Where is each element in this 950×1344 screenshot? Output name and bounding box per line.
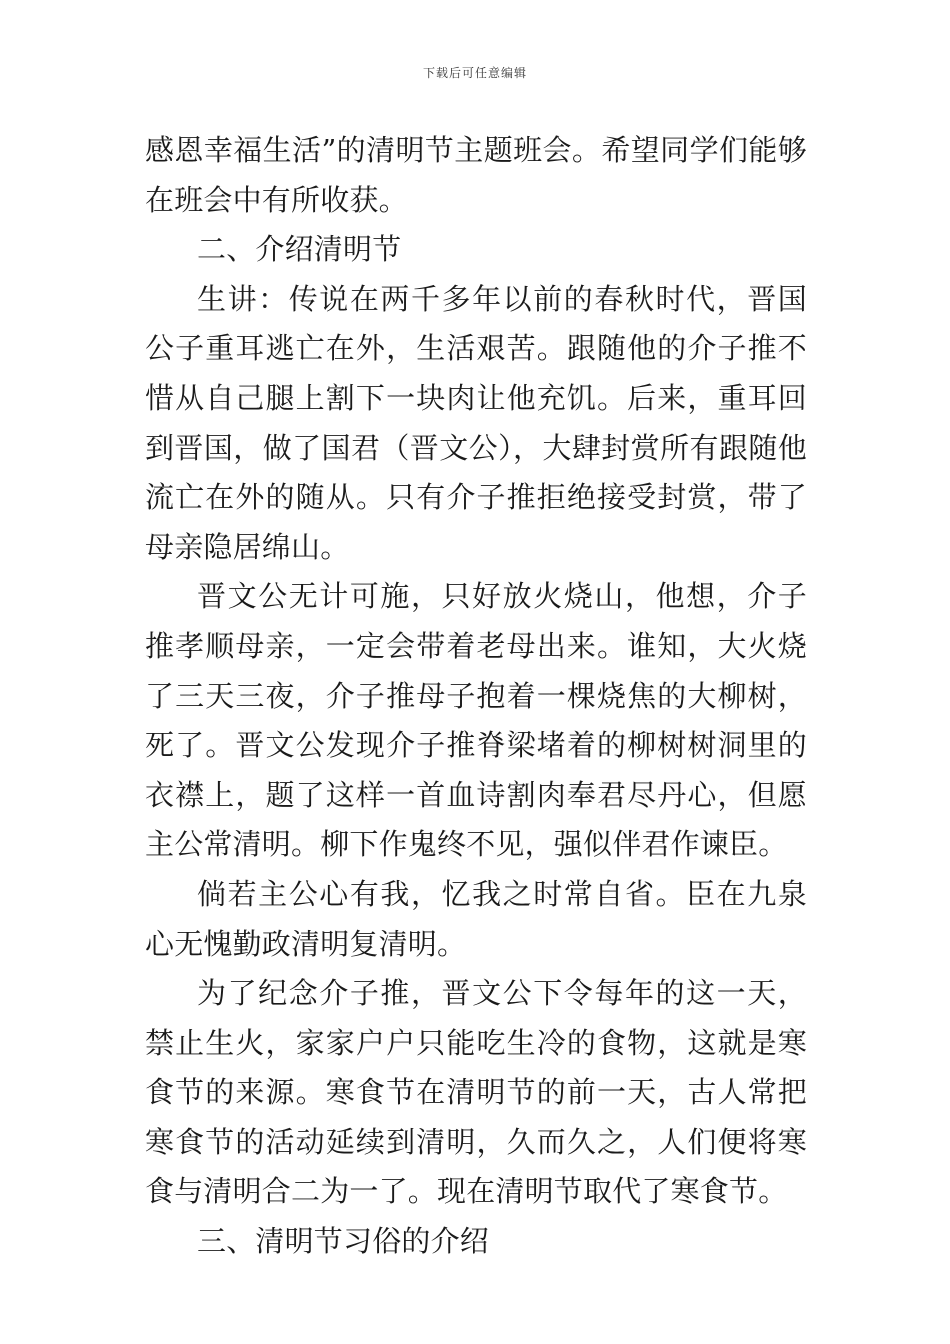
document-body	[145, 126, 807, 1267]
paragraph-intro: 感恩幸福生活”的清明节主题班会。希望同学们能够在班会中有所收获。	[145, 133, 807, 217]
paragraph-poem: 倘若主公心有我，忆我之时常自省。臣在九泉心无愧勤政清明复清明。	[145, 876, 807, 961]
section-heading-3: 三、清明节习俗的介绍	[197, 1224, 490, 1259]
section-heading-2: 二、介绍清明节	[197, 232, 402, 267]
paragraph-legend: 生讲：传说在两千多年以前的春秋时代，晋国公子重耳逃亡在外，生活艰苦。跟随他的介子推不惜从自己腿上割下一块肉让他充饥。后来，重耳回到晋国，做了国君（晋文公），大肆封赏所有跟随他流亡在外的随从。只有介子推拒绝接受封赏，带了母亲隐居绵山。	[145, 281, 807, 564]
paragraph-cold-food: 为了纪念介子推，晋文公下令每年的这一天，禁止生火，家家户户只能吃生冷的食物，这就是寒食节的来源。寒食节在清明节的前一天，古人常把寒食节的活动延续到清明，久而久之，人们便将寒食与清明合二为一了。现在清明节取代了寒食节。	[145, 976, 807, 1209]
page-header: 下载后可任意编辑	[422, 66, 527, 80]
paragraph-fire: 晋文公无计可施，只好放火烧山，他想，介子推孝顺母亲，一定会带着老母出来。谁知，大火烧了三天三夜，介子推母子抱着一棵烧焦的大柳树，死了。晋文公发现介子推脊梁堵着的柳树树洞里的衣襟上，题了这样一首血诗割肉奉君尽丹心，但愿主公常清明。柳下作鬼终不见，强似伴君作谏臣。	[145, 579, 807, 862]
